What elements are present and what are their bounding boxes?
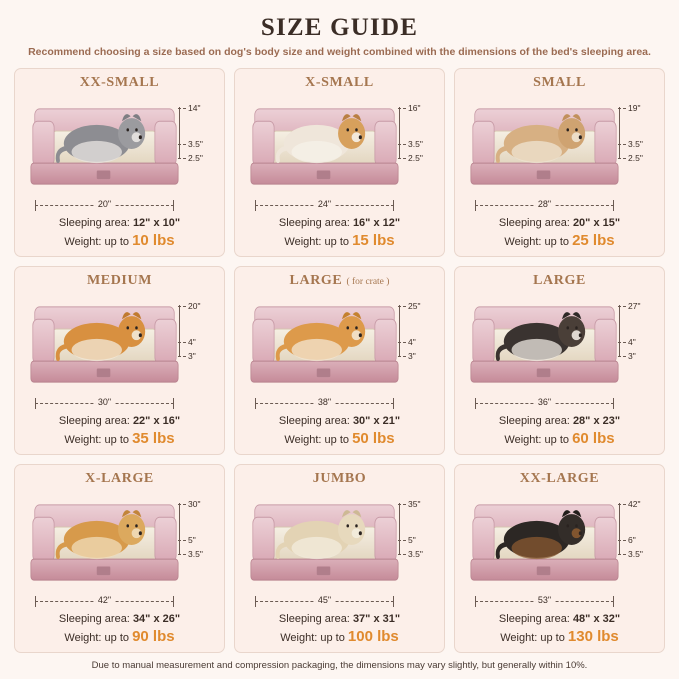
weight-prefix: up to (320, 631, 345, 644)
dimension-cap-left (475, 596, 476, 607)
bed-illustration (463, 489, 656, 610)
width-dimension (469, 200, 620, 212)
weight-value: 130 lbs (567, 627, 619, 645)
sleeping-area-value: 22" x 16" (132, 414, 181, 427)
dimension-bolster-height: 5" (178, 535, 196, 545)
dimension-cap-left (475, 398, 476, 409)
bed-illustration (243, 291, 436, 412)
height-dimensions (398, 497, 434, 592)
dimension-base-height: 3" (618, 351, 636, 361)
width-dimension (469, 596, 620, 608)
weight-value: 50 lbs (352, 429, 395, 447)
sleeping-area-row (463, 612, 656, 627)
dimension-base-height: 3" (398, 351, 416, 361)
height-dimensions (398, 299, 434, 394)
dimension-cap-right (613, 596, 614, 607)
width-dimension (29, 200, 180, 212)
size-card (454, 266, 665, 455)
weight-prefix: up to (544, 235, 570, 248)
dimension-total-height: 19" (618, 103, 640, 113)
size-card (454, 68, 665, 257)
sleeping-area-row (243, 414, 436, 429)
sleeping-area-value: 20" x 15" (572, 216, 621, 229)
bed-graphic (467, 99, 622, 198)
weight-prefix: up to (104, 631, 130, 644)
width-dimension (29, 596, 180, 608)
width-value: 38" (315, 397, 334, 407)
card-size-name: X-SMALL (305, 75, 374, 90)
sleeping-area-label: Sleeping area: (58, 414, 130, 427)
card-size-name: XX-SMALL (79, 75, 160, 90)
card-size-name: X-LARGE (85, 471, 154, 486)
weight-row (23, 429, 216, 449)
dimension-vertical-line (399, 107, 400, 159)
dimension-cap-right (393, 200, 394, 211)
bed-graphic (247, 495, 402, 594)
weight-label: Weight: (64, 631, 102, 644)
dimension-bolster-height: 3.5" (618, 139, 643, 149)
card-size-name: SMALL (533, 75, 586, 90)
dimension-vertical-line (179, 305, 180, 357)
weight-row (23, 231, 216, 251)
sleeping-area-label: Sleeping area: (278, 414, 350, 427)
card-title (23, 273, 216, 289)
sleeping-area-row (23, 216, 216, 231)
height-dimensions (618, 299, 654, 394)
bed-illustration (243, 489, 436, 610)
dimension-vertical-line (619, 503, 620, 555)
bed-graphic (27, 495, 182, 594)
size-card (234, 68, 445, 257)
sleeping-area-value: 34" x 26" (132, 612, 181, 625)
sleeping-area-value: 28" x 23" (572, 414, 621, 427)
sleeping-area-label: Sleeping area: (278, 216, 350, 229)
dimension-bolster-height: 3.5" (398, 139, 423, 149)
width-value: 36" (535, 397, 554, 407)
dimension-bolster-height: 4" (398, 337, 416, 347)
sleeping-area-label: Sleeping area: (498, 612, 570, 625)
weight-prefix: up to (104, 433, 130, 446)
card-title (463, 75, 656, 91)
dimension-bolster-height: 4" (178, 337, 196, 347)
sleeping-area-value: 30" x 21" (352, 414, 401, 427)
dimension-bolster-height: 4" (618, 337, 636, 347)
card-size-name: MEDIUM (86, 273, 153, 288)
height-dimensions (398, 101, 434, 196)
weight-row (463, 231, 656, 251)
sleeping-area-row (23, 414, 216, 429)
bed-illustration (23, 93, 216, 214)
height-dimensions (178, 497, 214, 592)
card-size-name: LARGE (289, 273, 343, 288)
width-dimension (249, 200, 400, 212)
weight-row (243, 627, 436, 647)
sleeping-area-value: 37" x 31" (352, 612, 401, 625)
weight-value: 25 lbs (572, 231, 615, 249)
dimension-total-height: 27" (618, 301, 640, 311)
dimension-vertical-line (399, 503, 400, 555)
sleeping-area-label: Sleeping area: (58, 612, 130, 625)
size-card-grid (14, 68, 665, 653)
dimension-cap-left (35, 200, 36, 211)
width-value: 20" (95, 199, 114, 209)
width-value: 42" (95, 595, 114, 605)
bed-graphic (247, 297, 402, 396)
weight-value: 35 lbs (132, 429, 175, 447)
weight-value: 60 lbs (572, 429, 615, 447)
weight-value: 15 lbs (352, 231, 395, 249)
bed-illustration (243, 93, 436, 214)
dimension-cap-right (393, 596, 394, 607)
sleeping-area-row (463, 414, 656, 429)
dimension-base-height: 3" (178, 351, 196, 361)
dimension-vertical-line (179, 107, 180, 159)
weight-label: Weight: (64, 235, 102, 248)
dimension-total-height: 25" (398, 301, 420, 311)
dimension-cap-right (393, 398, 394, 409)
dimension-total-height: 35" (398, 499, 420, 509)
size-card (14, 464, 225, 653)
dimension-base-height: 2.5" (178, 153, 203, 163)
sleeping-area-label: Sleeping area: (498, 216, 570, 229)
dimension-base-height: 2.5" (618, 153, 643, 163)
sleeping-area-label: Sleeping area: (498, 414, 570, 427)
size-card (14, 266, 225, 455)
card-size-name: JUMBO (312, 471, 367, 486)
width-dimension (249, 596, 400, 608)
dimension-vertical-line (399, 305, 400, 357)
dimension-cap-left (475, 200, 476, 211)
dimension-cap-left (255, 398, 256, 409)
sleeping-area-value: 12" x 10" (132, 216, 181, 229)
dimension-vertical-line (619, 107, 620, 159)
dimension-cap-right (173, 200, 174, 211)
bed-graphic (27, 99, 182, 198)
weight-label: Weight: (500, 631, 538, 644)
weight-row (463, 627, 656, 647)
dimension-cap-left (35, 398, 36, 409)
card-title (243, 75, 436, 91)
dimension-cap-right (173, 596, 174, 607)
card-size-name: XX-LARGE (519, 471, 600, 486)
height-dimensions (178, 101, 214, 196)
weight-row (23, 627, 216, 647)
dimension-cap-left (35, 596, 36, 607)
width-value: 28" (535, 199, 554, 209)
card-title (463, 471, 656, 487)
dimension-cap-left (255, 596, 256, 607)
dimension-cap-right (613, 200, 614, 211)
width-value: 30" (95, 397, 114, 407)
bed-illustration (463, 291, 656, 412)
weight-label: Weight: (504, 433, 542, 446)
dimension-total-height: 14" (178, 103, 200, 113)
bed-illustration (463, 93, 656, 214)
sleeping-area-row (243, 612, 436, 627)
footer-note: Due to manual measurement and compression packaging, the dimensions may vary slightly, but generally within 10%. (91, 660, 588, 671)
width-value: 53" (535, 595, 554, 605)
dimension-base-height: 3.5" (398, 549, 423, 559)
weight-value: 90 lbs (132, 627, 175, 645)
dimension-total-height: 16" (398, 103, 420, 113)
page-title: SIZE GUIDE (260, 14, 419, 41)
width-value: 24" (315, 199, 334, 209)
card-title (243, 471, 436, 487)
sleeping-area-label: Sleeping area: (278, 612, 350, 625)
dimension-total-height: 20" (178, 301, 200, 311)
weight-row (243, 429, 436, 449)
bed-graphic (467, 495, 622, 594)
dimension-base-height: 2.5" (398, 153, 423, 163)
card-title (463, 273, 656, 289)
bed-graphic (467, 297, 622, 396)
sleeping-area-row (23, 612, 216, 627)
weight-prefix: up to (324, 433, 350, 446)
card-title (23, 471, 216, 487)
weight-row (243, 231, 436, 251)
dimension-cap-right (613, 398, 614, 409)
dimension-total-height: 30" (178, 499, 200, 509)
weight-label: Weight: (64, 433, 102, 446)
card-size-note: ( for crate ) (346, 277, 390, 287)
sleeping-area-value: 48" x 32" (572, 612, 621, 625)
bed-illustration (23, 489, 216, 610)
weight-prefix: up to (324, 235, 350, 248)
dimension-cap-left (255, 200, 256, 211)
sleeping-area-row (243, 216, 436, 231)
weight-value: 100 lbs (347, 627, 399, 645)
weight-row (463, 429, 656, 449)
card-size-name: LARGE (533, 273, 586, 288)
weight-prefix: up to (544, 433, 570, 446)
weight-prefix: up to (104, 235, 130, 248)
sleeping-area-row (463, 216, 656, 231)
height-dimensions (618, 101, 654, 196)
bed-illustration (23, 291, 216, 412)
width-dimension (249, 398, 400, 410)
dimension-base-height: 3.5" (178, 549, 203, 559)
weight-label: Weight: (280, 631, 318, 644)
weight-label: Weight: (284, 235, 322, 248)
height-dimensions (178, 299, 214, 394)
card-title (243, 273, 436, 289)
weight-prefix: up to (540, 631, 565, 644)
dimension-cap-right (173, 398, 174, 409)
dimension-bolster-height: 3.5" (178, 139, 203, 149)
size-card (234, 464, 445, 653)
dimension-base-height: 3.5" (618, 549, 643, 559)
dimension-total-height: 42" (618, 499, 640, 509)
weight-value: 10 lbs (132, 231, 175, 249)
size-card (454, 464, 665, 653)
size-card (234, 266, 445, 455)
width-dimension (29, 398, 180, 410)
width-dimension (469, 398, 620, 410)
width-value: 45" (315, 595, 334, 605)
dimension-bolster-height: 6" (618, 535, 636, 545)
height-dimensions (618, 497, 654, 592)
weight-label: Weight: (504, 235, 542, 248)
weight-label: Weight: (284, 433, 322, 446)
sleeping-area-label: Sleeping area: (58, 216, 130, 229)
bed-graphic (27, 297, 182, 396)
page-subtitle: Recommend choosing a size based on dog's body size and weight combined with the dimensions of the bed's sleeping area. (28, 46, 651, 58)
card-title (23, 75, 216, 91)
bed-graphic (247, 99, 402, 198)
dimension-vertical-line (179, 503, 180, 555)
size-card (14, 68, 225, 257)
sleeping-area-value: 16" x 12" (352, 216, 401, 229)
dimension-bolster-height: 5" (398, 535, 416, 545)
dimension-vertical-line (619, 305, 620, 357)
